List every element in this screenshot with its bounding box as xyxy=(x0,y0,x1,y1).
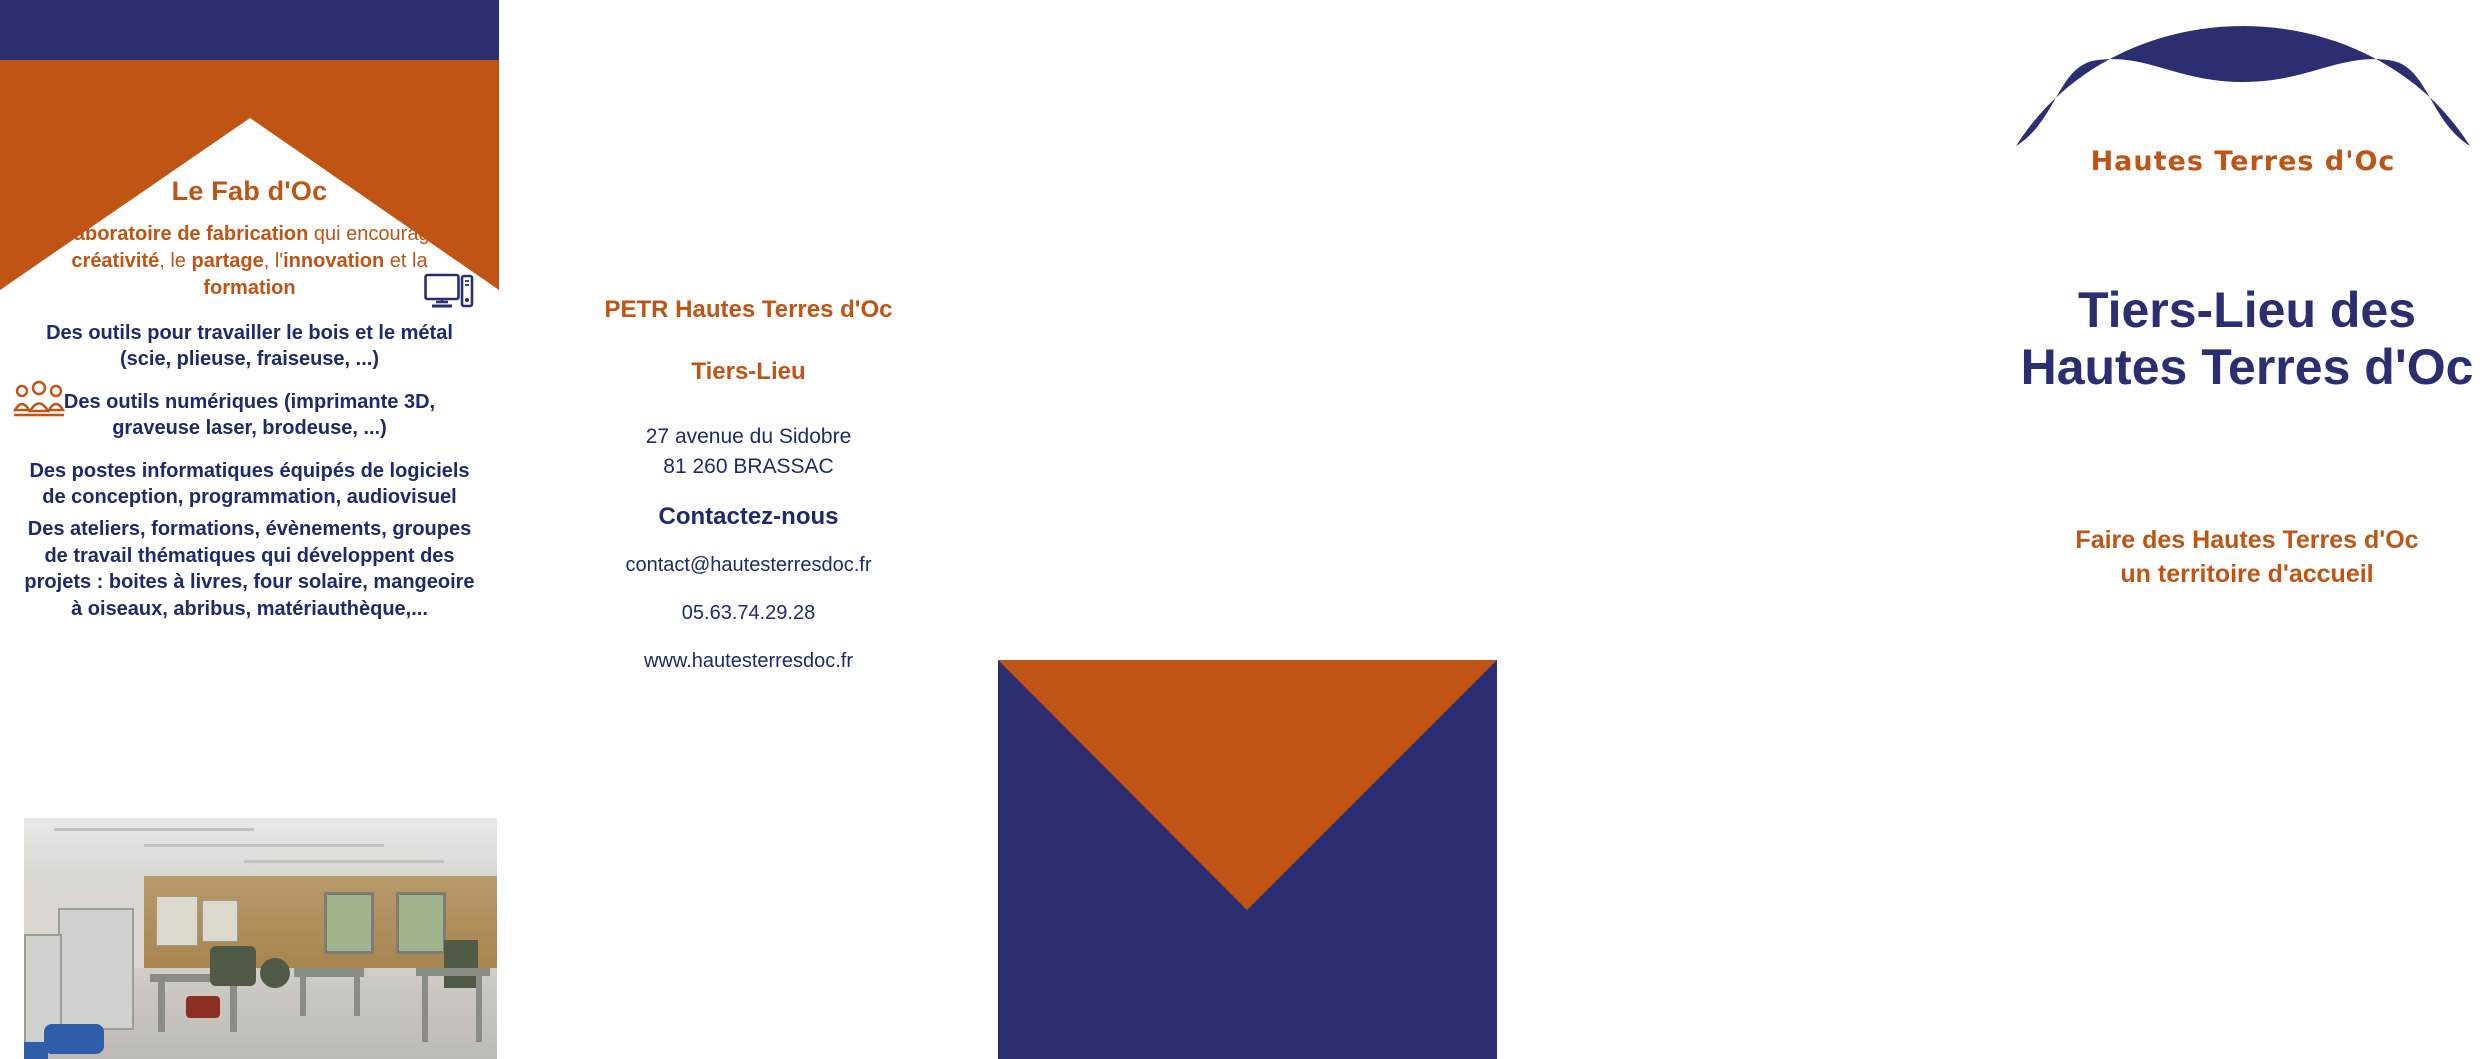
contact-block xyxy=(499,296,998,695)
lead-part-9: formation xyxy=(203,277,296,299)
desktop-computer-icon xyxy=(424,272,474,314)
address-line-1: 27 avenue du Sidobre xyxy=(645,425,852,448)
brochure-main-title: Tiers-Lieu des Hautes Terres d'Oc xyxy=(2020,282,2474,395)
fab-doc-item-workshops: Des ateliers, formations, évènements, groupes de travail thématiques qui développent des projets : boites à livres, four solaire, mangeoire à oiseaux, abribus, matériauthèque,... xyxy=(24,518,475,620)
fab-doc-heading: Le Fab d'Oc xyxy=(171,176,328,206)
group-of-people-icon xyxy=(12,380,66,426)
hautes-terres-doc-logo xyxy=(2008,24,2478,200)
left-panel xyxy=(0,0,499,1059)
lead-part-0: Un xyxy=(37,223,69,245)
handsaw-icon xyxy=(10,178,58,226)
brochure-subtitle xyxy=(2008,524,2486,592)
organisation-name: PETR Hautes Terres d'Oc xyxy=(604,296,893,323)
workshop-photo xyxy=(24,818,497,1059)
contact-phone[interactable]: 05.63.74.29.28 xyxy=(681,601,816,624)
contact-email[interactable]: contact@hautesterresdoc.fr xyxy=(625,553,872,576)
lead-part-5: partage xyxy=(191,250,264,272)
fab-doc-section xyxy=(0,176,499,638)
postal-address xyxy=(499,422,998,483)
contact-website[interactable]: www.hautesterresdoc.fr xyxy=(644,649,853,672)
lead-part-4: , le xyxy=(159,250,192,272)
lead-part-8: et la xyxy=(384,250,428,272)
middle-panel xyxy=(499,0,998,1059)
lead-part-1: laboratoire de fabrication xyxy=(68,223,309,245)
logo-wordmark: Hautes Terres d'Oc xyxy=(2090,146,2396,177)
fab-doc-item-computers: Des postes informatiques équipés de logiciels de conception, programmation, audiovisuel xyxy=(29,459,470,508)
lead-part-7: innovation xyxy=(283,250,385,272)
fab-doc-item-tools: Des outils pour travailler le bois et le métal (scie, plieuse, fraiseuse, ...) xyxy=(46,322,453,371)
fab-doc-item-digital: Des outils numériques (imprimante 3D, graveuse laser, brodeuse, ...) xyxy=(63,390,436,440)
contact-heading: Contactez-nous xyxy=(658,502,839,530)
lead-part-6: , l' xyxy=(263,250,284,272)
lead-part-2: qui encourage la xyxy=(308,223,462,245)
address-line-2: 81 260 BRASSAC xyxy=(663,455,834,479)
subtitle-line-2: un territoire d'accueil xyxy=(2120,559,2374,588)
subtitle-line-1: Faire des Hautes Terres d'Oc xyxy=(2075,526,2419,554)
place-name: Tiers-Lieu xyxy=(691,358,806,385)
fab-doc-lead xyxy=(28,221,471,302)
lead-part-3: créativité xyxy=(71,250,160,272)
